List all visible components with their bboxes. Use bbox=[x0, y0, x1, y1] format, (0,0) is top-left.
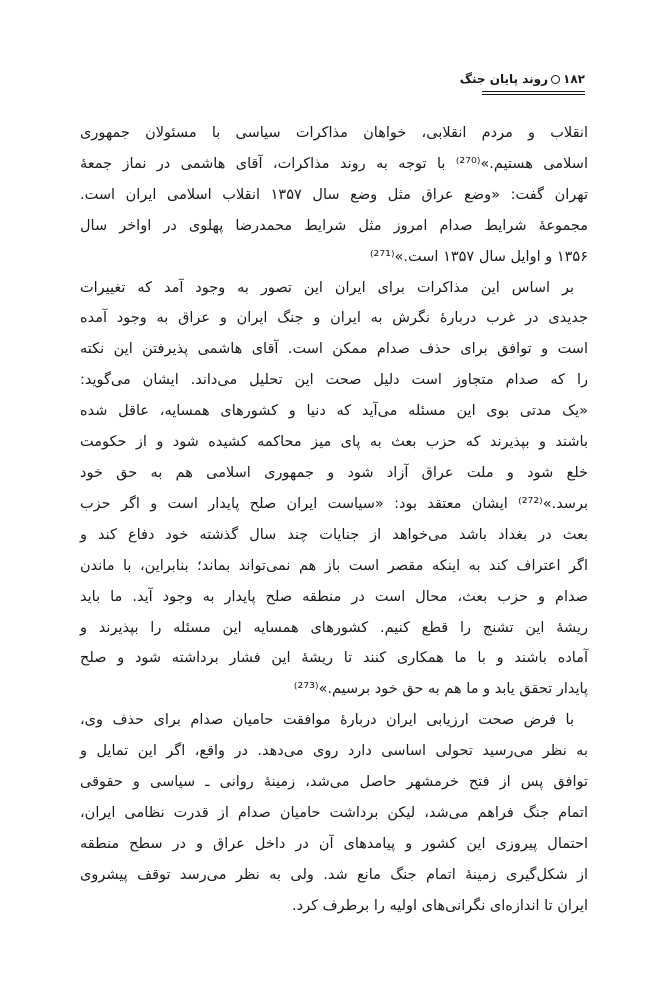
text-line: انقلاب و مردم انقلابی، خواهان مذاکرات سیاسی با مسئولان جمهوری bbox=[80, 125, 588, 141]
text-line: آماده باشند و با ما همکاری کنند تا ریشهٔ این فشار برداشته شود و صلح bbox=[80, 650, 588, 667]
circle-icon bbox=[551, 75, 560, 84]
text-line: با فرض صحت ارزیابی ایران دربارهٔ موافقت حامیان صدام برای حذف وی، bbox=[80, 712, 574, 729]
text-line: اسلامی هستیم.»⁽²⁷⁰⁾ با توجه به روند مذاکرات، آقای هاشمی در نماز جمعهٔ bbox=[80, 155, 588, 172]
text-line: را که صدام متجاوز است دلیل صحت این تحلیل می‌داند. ایشان می‌گوید: bbox=[80, 372, 588, 389]
text-line: برسد.»⁽²⁷²⁾ ایشان معتقد بود: «سیاست ایران صلح پایدار است و اگر حزب bbox=[80, 495, 588, 512]
header-rule-top bbox=[482, 91, 585, 92]
text-line: پایدار تحقق یابد و ما هم به حق خود برسیم.»⁽²⁷³⁾ bbox=[293, 681, 588, 698]
text-line: «یک مدتی بوی این مسئله می‌آید که دنیا و کشورهای همسایه، عاقل شده bbox=[80, 403, 588, 420]
text-line: ریشهٔ این تشنج را قطع کنیم. کشورهای همسایه این مسئله را بپذیرند و bbox=[80, 619, 588, 636]
page-body bbox=[80, 118, 588, 922]
text-line: صدام و حزب بعث، محال است در منطقه صلح پایدار به وجود آید. ما باید bbox=[80, 588, 588, 605]
text-line: مجموعهٔ شرایط صدام امروز مثل شرایط محمدرضا پهلوی در اواخر سال bbox=[80, 217, 588, 234]
text-line: بعث در بغداد باشد می‌خواهد از جنایات چند سال گذشته خود دفاع کند و bbox=[80, 526, 588, 543]
text-line: اگر اعتراف کند به اینکه مقصر است باز هم نمی‌تواند بماند؛ بنابراین، با ماندن bbox=[80, 557, 588, 574]
text-line: خلع شود و ملت عراق آزاد شود و جمهوری اسلامی هم به حق خود bbox=[80, 464, 588, 481]
page-number: ۱۸۲ bbox=[563, 72, 585, 86]
running-header bbox=[459, 70, 585, 95]
text-line: اتمام جنگ فراهم می‌شد، لیکن برداشت حامیان صدام از قدرت نظامی ایران، bbox=[80, 804, 588, 821]
text-line: احتمال پیروزی این کشور و پیامدهای آن در داخل عراق و در سطح منطقه bbox=[80, 835, 588, 852]
text-line: ۱۳۵۶ و اوایل سال ۱۳۵۷ است.»⁽²⁷¹⁾ bbox=[369, 248, 588, 265]
header-rule-bottom bbox=[482, 94, 585, 95]
text-line: تهران گفت: «وضع عراق مثل وضع سال ۱۳۵۷ انقلاب اسلامی ایران است. bbox=[80, 186, 588, 203]
text-line: باشند و بپذیرند که حزب بعث به پای میز محاکمه کشیده شود و از حکومت bbox=[80, 434, 588, 451]
running-title: روند پایان جنگ bbox=[459, 72, 549, 86]
text-line: جدیدی در غرب دربارهٔ نگرش به ایران و جنگ ایران و عراق به وجود آمده bbox=[80, 310, 588, 327]
text-line: به نظر می‌رسید تحولی اساسی دارد روی می‌دهد. در واقع، اگر این تمایل و bbox=[80, 743, 588, 760]
text-line: است و توافق برای حذف صدام ممکن است. آقای هاشمی پذیرفتن این نکته bbox=[80, 341, 588, 358]
text-line: توافق پس از فتح خرمشهر حاصل می‌شد، زمینهٔ روانی ـ سیاسی و حقوقی bbox=[80, 774, 588, 791]
text-line: ایران تا اندازه‌ای نگرانی‌های اولیه را برطرف کرد. bbox=[292, 897, 588, 914]
text-line: از شکل‌گیری زمینهٔ اتمام جنگ مانع شد. ولی به نظر می‌رسد توقف پیشروی bbox=[80, 866, 588, 883]
text-line: بر اساس این مذاکرات برای ایران این تصور به وجود آمد که تغییرات bbox=[80, 279, 574, 296]
header-line bbox=[459, 70, 585, 88]
